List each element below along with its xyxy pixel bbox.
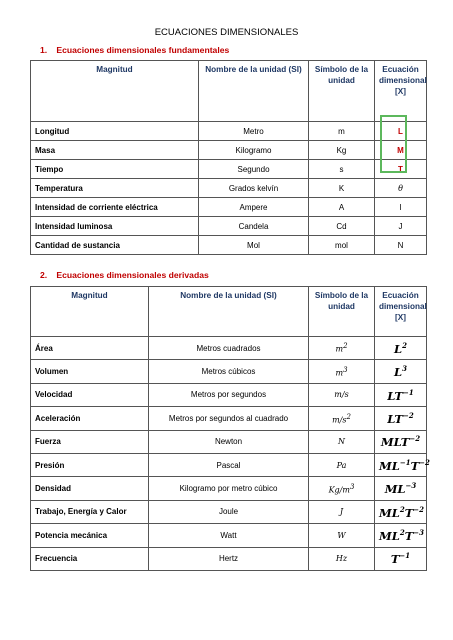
fundamental-dimensions-table bbox=[30, 60, 427, 255]
dimension-exponent: 2 bbox=[399, 504, 405, 514]
unit-symbol-cell bbox=[309, 547, 375, 570]
header-magnitud: Magnitud bbox=[31, 287, 149, 337]
highlight-box bbox=[380, 115, 407, 173]
symbol-base: Pa bbox=[336, 460, 347, 470]
unit-name-cell: Metros por segundos bbox=[149, 383, 309, 406]
dimension-exponent: −2 bbox=[419, 457, 430, 467]
header-unit-name: Nombre de la unidad (SI) bbox=[199, 61, 309, 122]
unit-name-cell: Mol bbox=[199, 236, 309, 255]
dimension-exponent: −2 bbox=[402, 410, 414, 420]
table-row bbox=[31, 122, 427, 141]
unit-symbol-cell: Cd bbox=[309, 217, 375, 236]
derived-dimensions-table bbox=[30, 286, 430, 571]
magnitude-cell: Intensidad luminosa bbox=[31, 217, 199, 236]
dimension-cell: T bbox=[375, 160, 427, 179]
section-number: 1. bbox=[40, 45, 48, 55]
symbol-base: N bbox=[338, 437, 345, 447]
magnitude-cell: Masa bbox=[31, 141, 199, 160]
dimension-cell bbox=[375, 360, 427, 383]
table-row bbox=[31, 160, 427, 179]
symbol-exponent: 3 bbox=[343, 365, 348, 374]
magnitude-cell: Potencia mecánica bbox=[31, 524, 149, 547]
magnitude-cell: Trabajo, Energía y Calor bbox=[31, 500, 149, 523]
dimension-base: ML bbox=[379, 458, 400, 473]
dimension-cell bbox=[375, 547, 427, 570]
unit-name-cell: Grados kelvín bbox=[199, 179, 309, 198]
dimension-exponent: −2 bbox=[413, 504, 425, 514]
unit-name-cell: Newton bbox=[149, 430, 309, 453]
dimension-exponent: −1 bbox=[399, 551, 411, 561]
table-row bbox=[31, 407, 427, 430]
dimension-exponent: 3 bbox=[402, 364, 407, 374]
unit-name-cell: Metros cúbicos bbox=[149, 360, 309, 383]
magnitude-cell: Frecuencia bbox=[31, 547, 149, 570]
section-heading-derived bbox=[40, 270, 209, 280]
dimension-exponent: −1 bbox=[399, 457, 411, 467]
magnitude-cell: Aceleración bbox=[31, 407, 149, 430]
magnitude-cell: Presión bbox=[31, 453, 149, 476]
magnitude-cell: Velocidad bbox=[31, 383, 149, 406]
table-row bbox=[31, 500, 427, 523]
unit-symbol-cell: s bbox=[309, 160, 375, 179]
unit-name-cell: Segundo bbox=[199, 160, 309, 179]
dimension-cell: I bbox=[375, 198, 427, 217]
table-row bbox=[31, 524, 427, 547]
dimension-base: ML bbox=[384, 481, 406, 496]
dimension-base: T bbox=[410, 458, 420, 473]
dimension-cell: N bbox=[375, 236, 427, 255]
dimension-cell bbox=[375, 430, 427, 453]
dimension-base: ML bbox=[379, 528, 400, 543]
unit-symbol-cell bbox=[309, 430, 375, 453]
table-row bbox=[31, 141, 427, 160]
dimension-cell bbox=[375, 524, 427, 547]
table-row bbox=[31, 217, 427, 236]
magnitude-cell: Temperatura bbox=[31, 179, 199, 198]
dimension-cell: θ bbox=[375, 179, 427, 198]
symbol-exponent: 2 bbox=[343, 342, 348, 351]
header-dimensional-equation: Ecuación dimensional [X] bbox=[375, 61, 427, 122]
table-header-row bbox=[31, 287, 427, 337]
unit-name-cell: Pascal bbox=[149, 453, 309, 476]
header-unit-symbol: Símbolo de la unidad bbox=[309, 287, 375, 337]
header-dimensional-equation: Ecuación dimensional [X] bbox=[375, 287, 427, 337]
dimension-cell bbox=[375, 477, 427, 500]
dimension-exponent: −3 bbox=[413, 527, 425, 537]
unit-symbol-cell bbox=[309, 337, 375, 360]
unit-symbol-cell bbox=[309, 383, 375, 406]
unit-name-cell: Kilogramo por metro cúbico bbox=[149, 477, 309, 500]
unit-symbol-cell: Kg bbox=[309, 141, 375, 160]
table-row bbox=[31, 236, 427, 255]
table-row bbox=[31, 360, 427, 383]
symbol-base: Kg/m bbox=[328, 485, 350, 495]
magnitude-cell: Volumen bbox=[31, 360, 149, 383]
table-row bbox=[31, 198, 427, 217]
header-unit-name: Nombre de la unidad (SI) bbox=[149, 287, 309, 337]
dimension-cell: L bbox=[375, 122, 427, 141]
dimension-cell bbox=[375, 500, 427, 523]
table-row bbox=[31, 383, 427, 406]
magnitude-cell: Área bbox=[31, 337, 149, 360]
header-unit-symbol: Símbolo de la unidad bbox=[309, 61, 375, 122]
dimension-exponent: 2 bbox=[399, 527, 405, 537]
unit-symbol-cell: m bbox=[309, 122, 375, 141]
header-magnitud: Magnitud bbox=[31, 61, 199, 122]
section-heading-fundamental bbox=[40, 45, 229, 55]
table-row bbox=[31, 477, 427, 500]
dimension-base: LT bbox=[387, 388, 403, 403]
table-header-row bbox=[31, 61, 427, 122]
table-row bbox=[31, 453, 427, 476]
unit-symbol-cell: A bbox=[309, 198, 375, 217]
unit-name-cell: Hertz bbox=[149, 547, 309, 570]
dimension-cell bbox=[375, 407, 427, 430]
unit-name-cell: Metro bbox=[199, 122, 309, 141]
unit-symbol-cell bbox=[309, 360, 375, 383]
unit-symbol-cell bbox=[309, 477, 375, 500]
dimension-cell bbox=[375, 453, 430, 476]
unit-name-cell: Watt bbox=[149, 524, 309, 547]
magnitude-cell: Tiempo bbox=[31, 160, 199, 179]
symbol-base: m/s bbox=[332, 415, 347, 425]
magnitude-cell: Fuerza bbox=[31, 430, 149, 453]
table-row bbox=[31, 430, 427, 453]
dimension-cell: J bbox=[375, 217, 427, 236]
dimension-cell: M bbox=[375, 141, 427, 160]
unit-name-cell: Candela bbox=[199, 217, 309, 236]
unit-symbol-cell bbox=[309, 500, 375, 523]
section-title: Ecuaciones dimensionales derivadas bbox=[56, 270, 209, 280]
dimension-cell bbox=[375, 383, 427, 406]
unit-symbol-cell: K bbox=[309, 179, 375, 198]
magnitude-cell: Longitud bbox=[31, 122, 199, 141]
dimension-base: LT bbox=[387, 411, 403, 426]
unit-symbol-cell bbox=[309, 453, 375, 476]
symbol-base: J bbox=[339, 507, 344, 517]
magnitude-cell: Densidad bbox=[31, 477, 149, 500]
unit-name-cell: Kilogramo bbox=[199, 141, 309, 160]
dimension-base: T bbox=[404, 505, 414, 520]
symbol-base: m/s bbox=[334, 390, 349, 400]
magnitude-cell: Intensidad de corriente eléctrica bbox=[31, 198, 199, 217]
symbol-base: Hz bbox=[335, 554, 348, 564]
dimension-base: T bbox=[390, 552, 400, 567]
symbol-base: m bbox=[335, 368, 344, 378]
unit-name-cell: Metros por segundos al cuadrado bbox=[149, 407, 309, 430]
dimension-exponent: −2 bbox=[409, 434, 421, 444]
unit-symbol-cell bbox=[309, 524, 375, 547]
unit-symbol-cell bbox=[309, 407, 375, 430]
magnitude-cell: Cantidad de sustancia bbox=[31, 236, 199, 255]
symbol-base: m bbox=[335, 345, 344, 355]
table-row bbox=[31, 179, 427, 198]
dimension-base: T bbox=[404, 528, 414, 543]
table-row bbox=[31, 547, 427, 570]
dimension-exponent: −1 bbox=[402, 387, 414, 397]
unit-name-cell: Metros cuadrados bbox=[149, 337, 309, 360]
dimension-base: ML bbox=[379, 505, 400, 520]
dimension-exponent: −3 bbox=[405, 481, 417, 491]
dimension-base: MLT bbox=[380, 435, 410, 450]
dimension-base: L bbox=[394, 365, 403, 379]
table-row bbox=[31, 337, 427, 360]
symbol-base: W bbox=[337, 530, 346, 540]
section-title: Ecuaciones dimensionales fundamentales bbox=[56, 45, 230, 55]
document-title: ECUACIONES DIMENSIONALES bbox=[154, 27, 299, 38]
symbol-exponent: 2 bbox=[346, 412, 351, 421]
dimension-cell bbox=[375, 337, 427, 360]
section-number: 2. bbox=[40, 270, 48, 280]
unit-symbol-cell: mol bbox=[309, 236, 375, 255]
unit-name-cell: Joule bbox=[149, 500, 309, 523]
dimension-exponent: 2 bbox=[402, 340, 407, 350]
unit-name-cell: Ampere bbox=[199, 198, 309, 217]
dimension-base: L bbox=[394, 341, 403, 356]
symbol-exponent: 3 bbox=[349, 482, 355, 491]
